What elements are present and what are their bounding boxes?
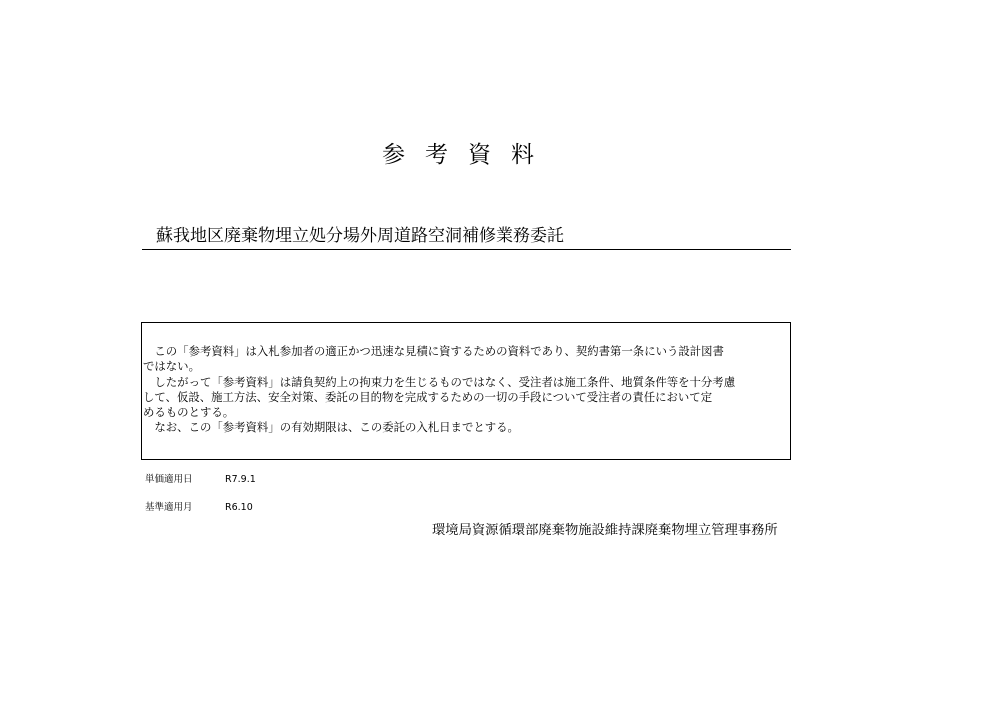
notice-line: なお、この「参考資料」の有効期限は、この委託の入札日までとする。	[143, 420, 519, 435]
notice-line: して、仮設、施工方法、安全対策、委託の目的物を完成するための一切の手段について受注者の責任において定	[143, 389, 713, 404]
standard-month-value: R6.10	[225, 502, 253, 513]
unit-price-date-row	[145, 473, 256, 487]
standard-month-row	[145, 501, 253, 515]
unit-price-date-value: R7.9.1	[225, 474, 256, 485]
notice-line: ではない。	[143, 359, 200, 374]
standard-month-label: 基準適用月	[145, 502, 193, 513]
document-title: 参考資料	[382, 142, 554, 168]
office-name: 環境局資源循環部廃棄物施設維持課廃棄物埋立管理事務所	[432, 523, 778, 538]
notice-box	[141, 322, 791, 460]
notice-line: したがって「参考資料」は請負契約上の拘束力を生じるものではなく、受注者は施工条件、地質条件等を十分考慮	[143, 374, 736, 389]
notice-line: めるものとする。	[143, 405, 235, 420]
project-title: 蘇我地区廃棄物埋立処分場外周道路空洞補修業務委託	[142, 224, 791, 250]
notice-line: この「参考資料」は入札参加者の適正かつ迅速な見積に資するための資料であり、契約書第一条にいう設計図書	[143, 344, 724, 358]
unit-price-date-label: 単価適用日	[145, 474, 193, 485]
